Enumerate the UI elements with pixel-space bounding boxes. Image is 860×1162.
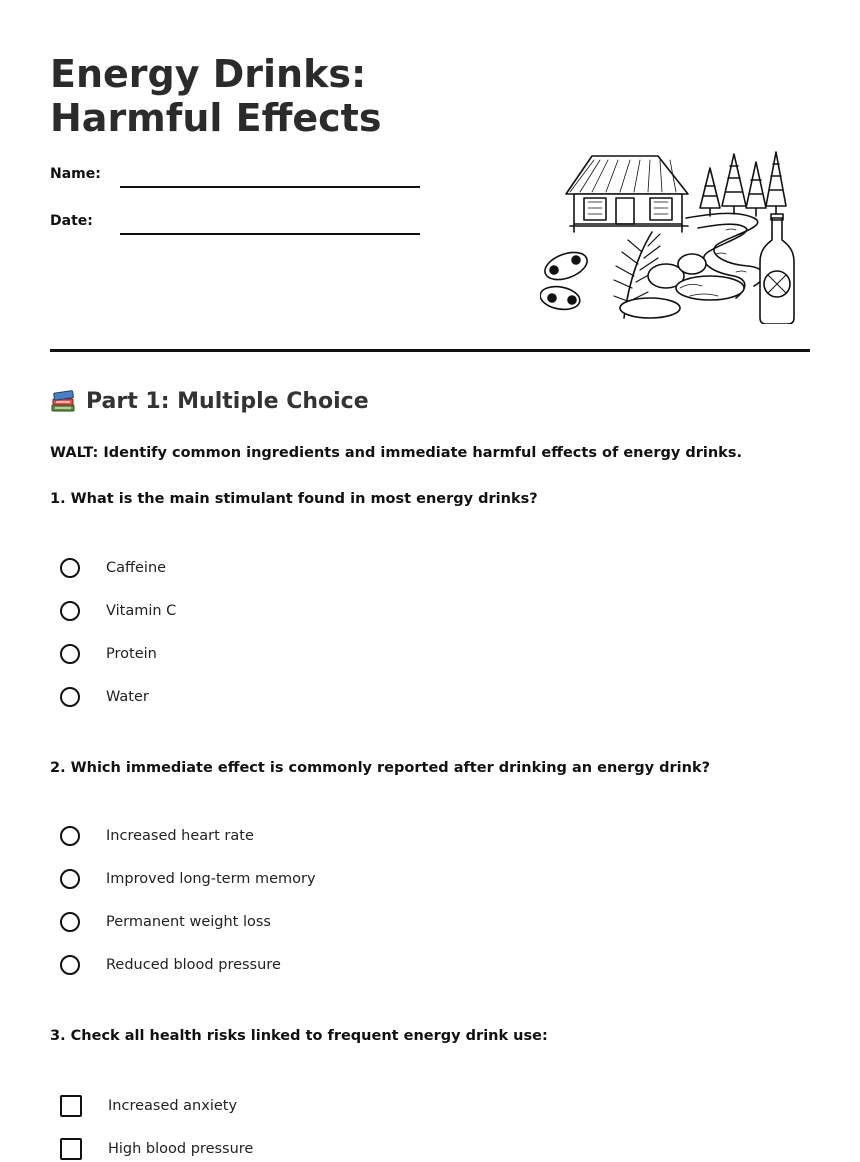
option-label: Improved long-term memory [106, 871, 316, 887]
option-label: Increased anxiety [108, 1098, 238, 1114]
checkbox[interactable] [60, 1138, 82, 1160]
q1-option-water[interactable] [60, 684, 149, 710]
radio-button[interactable] [60, 644, 80, 664]
radio-button[interactable] [60, 869, 80, 889]
option-label: Reduced blood pressure [106, 957, 281, 973]
q2-option-blood-pressure[interactable] [60, 952, 281, 978]
radio-button[interactable] [60, 601, 80, 621]
q2-option-memory[interactable] [60, 866, 316, 892]
name-label: Name: [50, 166, 101, 182]
date-blank-line[interactable] [120, 233, 420, 235]
radio-button[interactable] [60, 558, 80, 578]
date-field [50, 213, 430, 237]
q2-option-heart-rate[interactable] [60, 823, 254, 849]
question-3-prompt: 3. Check all health risks linked to frequent energy drink use: [50, 1028, 548, 1044]
page-title: Energy Drinks: Harmful Effects [50, 52, 382, 140]
section-title: Part 1: Multiple Choice [86, 388, 369, 414]
option-label: Caffeine [106, 560, 167, 576]
section-heading [50, 388, 369, 414]
village-river-bottle-illustration [540, 148, 802, 324]
q1-option-caffeine[interactable] [60, 555, 166, 581]
checkbox[interactable] [60, 1095, 82, 1117]
option-label: Vitamin C [106, 603, 177, 619]
option-label: Increased heart rate [106, 828, 254, 844]
radio-button[interactable] [60, 687, 80, 707]
radio-button[interactable] [60, 826, 80, 846]
q3-option-high-blood-pressure[interactable] [60, 1136, 253, 1162]
q2-option-weight-loss[interactable] [60, 909, 271, 935]
radio-button[interactable] [60, 912, 80, 932]
date-label: Date: [50, 213, 93, 229]
option-label: Permanent weight loss [106, 914, 271, 930]
header-divider [50, 349, 810, 352]
radio-button[interactable] [60, 955, 80, 975]
option-label: Protein [106, 646, 157, 662]
option-label: Water [106, 689, 149, 705]
q3-option-anxiety[interactable] [60, 1093, 237, 1119]
q1-option-protein[interactable] [60, 641, 157, 667]
q1-option-vitamin-c[interactable] [60, 598, 176, 624]
walt-statement: WALT: Identify common ingredients and immediate harmful effects of energy drinks. [50, 445, 742, 461]
name-field [50, 166, 430, 190]
books-icon [50, 388, 76, 414]
question-1-prompt: 1. What is the main stimulant found in most energy drinks? [50, 491, 538, 507]
question-2-prompt: 2. Which immediate effect is commonly reported after drinking an energy drink? [50, 760, 711, 776]
name-blank-line[interactable] [120, 186, 420, 188]
option-label: High blood pressure [108, 1141, 254, 1157]
